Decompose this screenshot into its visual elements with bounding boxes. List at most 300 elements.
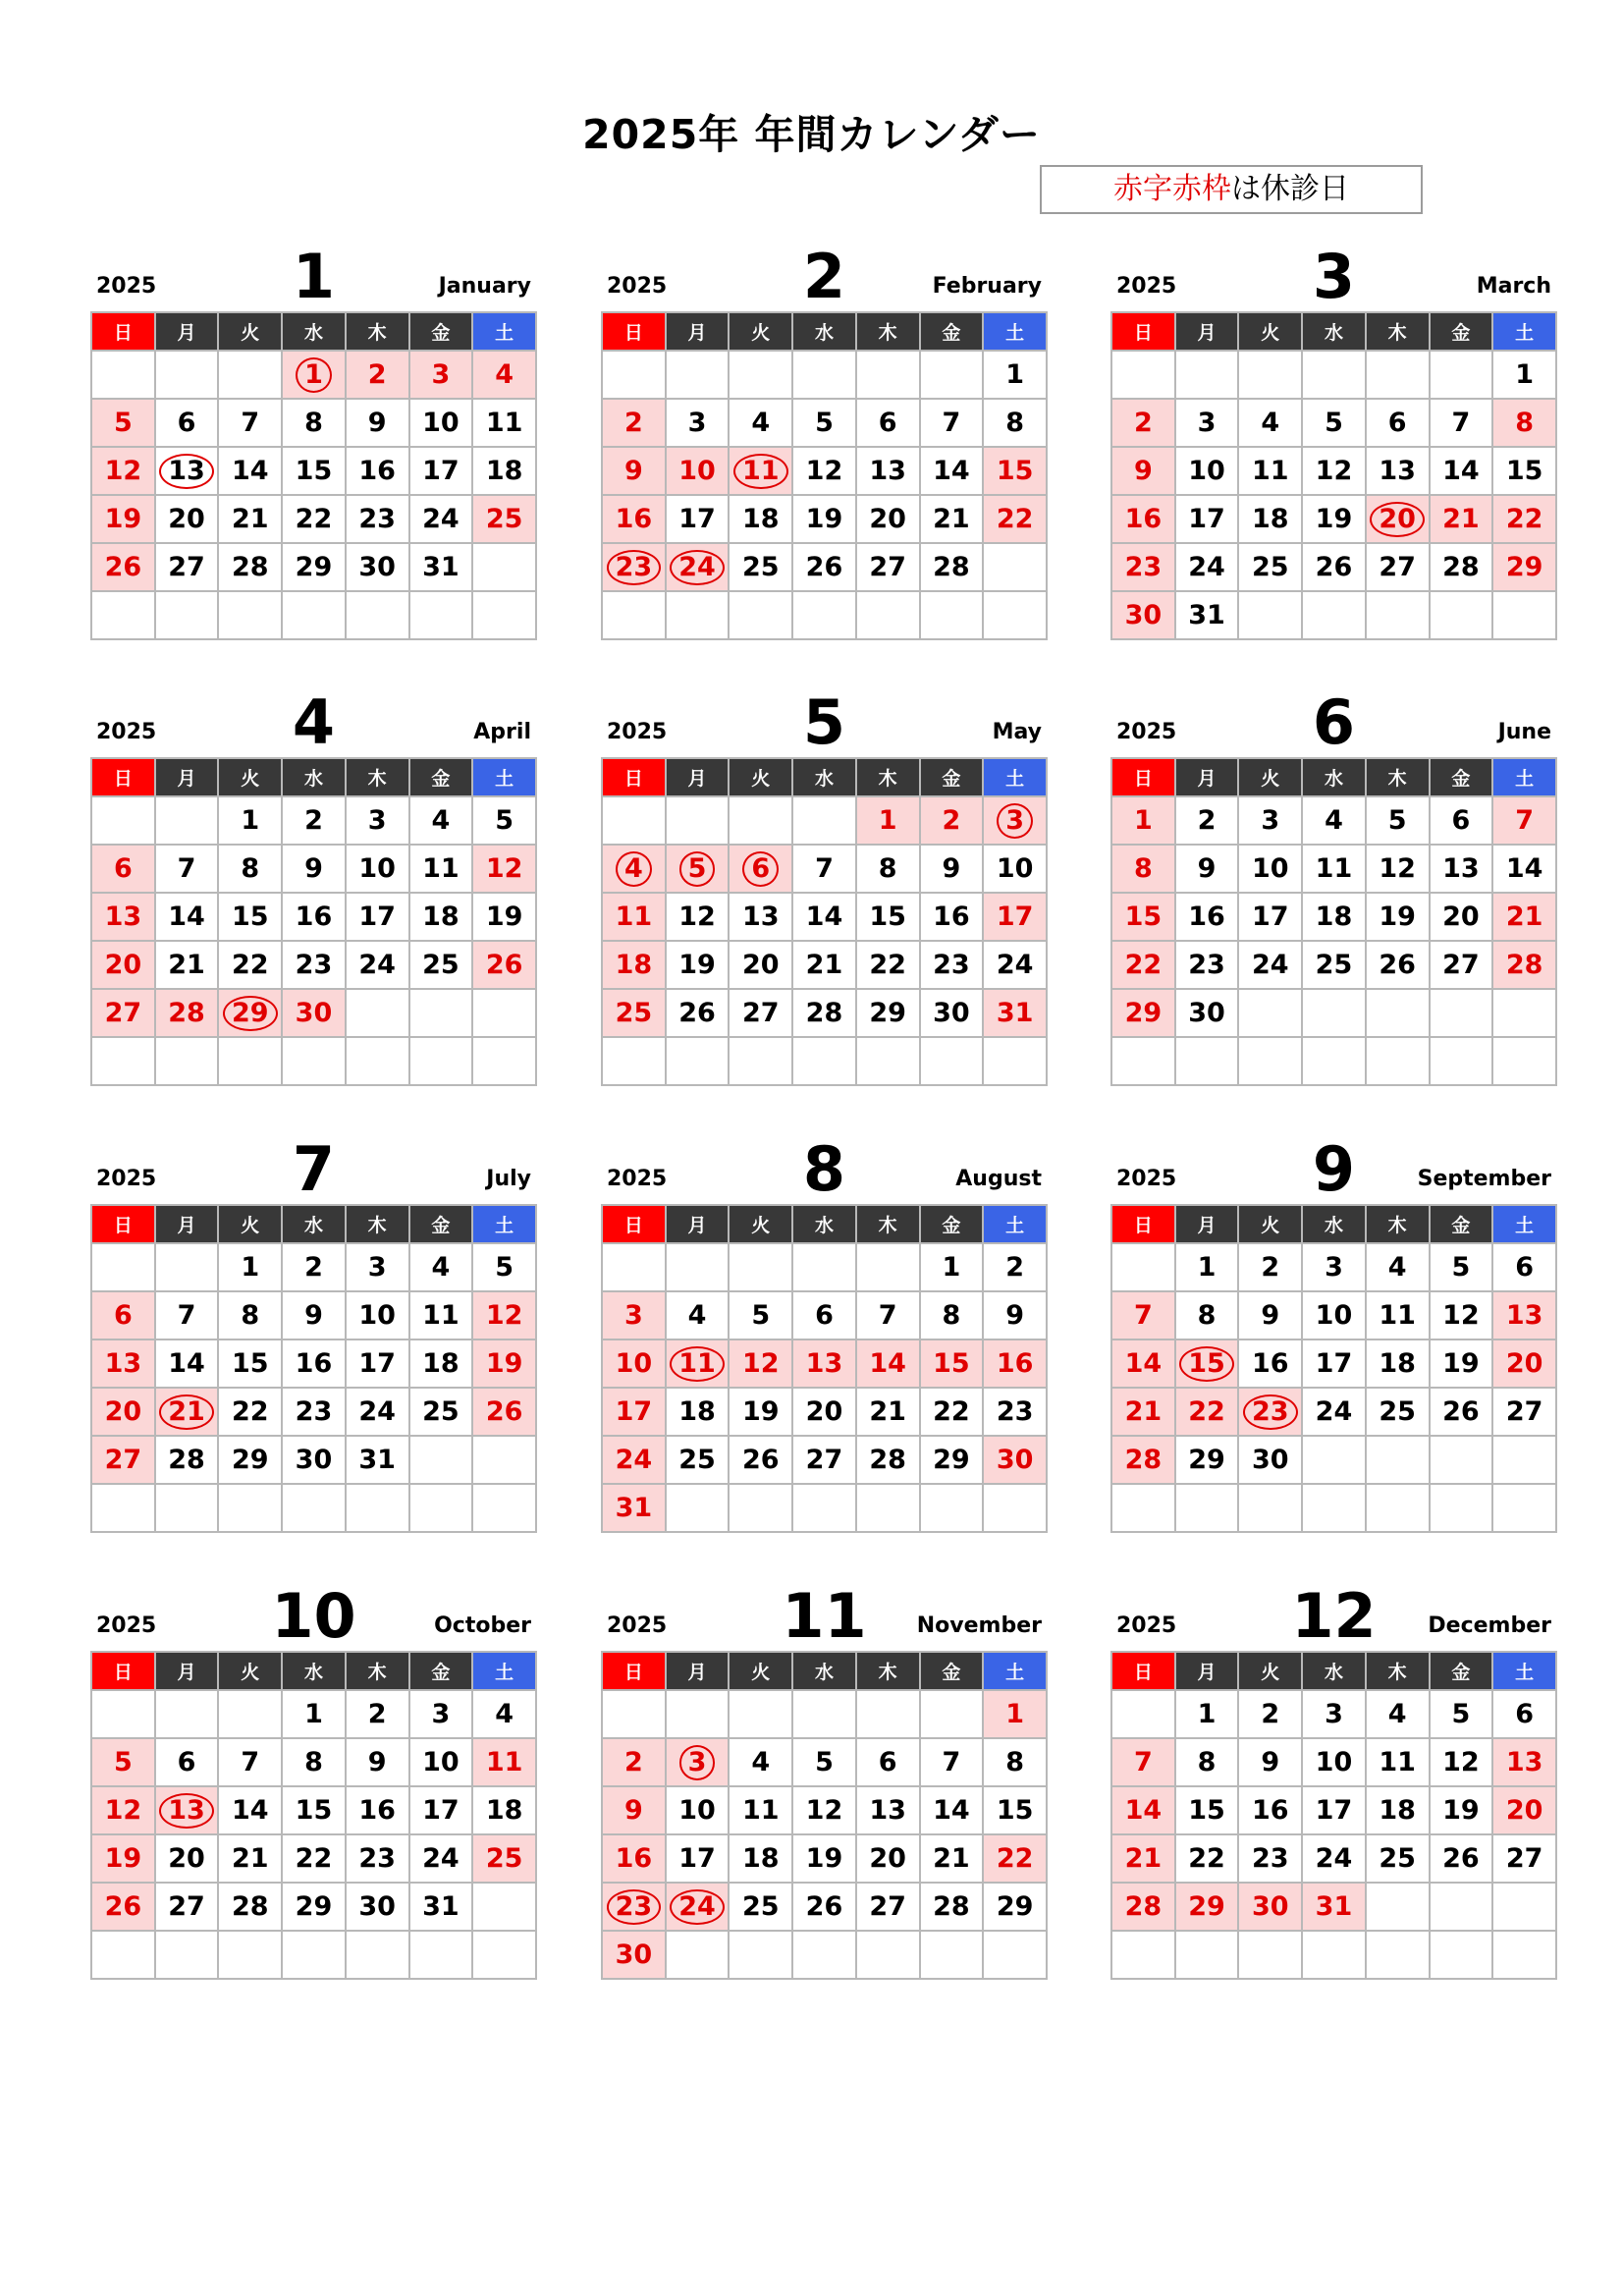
empty-cell <box>856 1484 920 1532</box>
day-cell: 5 <box>792 1738 856 1786</box>
empty-cell <box>155 1690 219 1738</box>
month-name: January <box>438 274 531 299</box>
week-row <box>602 1243 1047 1291</box>
month-june <box>1110 664 1557 1086</box>
weekday-header-row <box>91 312 536 351</box>
weekday-header: 木 <box>1366 1205 1430 1243</box>
week-row <box>602 941 1047 989</box>
calendar-table <box>1110 1651 1557 1980</box>
empty-cell <box>1430 1436 1493 1484</box>
empty-cell <box>1492 989 1556 1037</box>
day-cell: 12 <box>792 447 856 495</box>
empty-cell <box>1175 351 1239 399</box>
month-number: 2 <box>802 241 846 312</box>
day-cell: 8 <box>1111 845 1175 893</box>
day-cell: 18 <box>666 1388 730 1436</box>
empty-cell <box>1430 1883 1493 1931</box>
weekday-header: 月 <box>155 312 219 351</box>
week-row <box>602 591 1047 639</box>
empty-cell <box>1111 1037 1175 1085</box>
day-cell: 28 <box>218 543 282 591</box>
circled-day: 3 <box>679 1745 716 1780</box>
day-cell: 1 <box>218 1243 282 1291</box>
week-row <box>1111 845 1556 893</box>
weekday-header: 火 <box>729 758 792 796</box>
day-cell: 25 <box>409 1388 473 1436</box>
page-title: 2025年 年間カレンダー <box>582 111 1041 158</box>
weekday-header: 土 <box>983 312 1047 351</box>
day-cell: 8 <box>920 1291 984 1339</box>
day-cell: 16 <box>282 893 346 941</box>
day-cell: 28 <box>856 1436 920 1484</box>
month-year: 2025 <box>607 720 668 744</box>
day-cell: 13 <box>1430 845 1493 893</box>
empty-cell <box>91 1243 155 1291</box>
week-row <box>1111 989 1556 1037</box>
day-cell: 10 <box>602 1339 666 1388</box>
week-row <box>91 796 536 845</box>
empty-cell <box>792 591 856 639</box>
week-row <box>1111 1738 1556 1786</box>
day-cell: 20 <box>1430 893 1493 941</box>
weekday-header: 日 <box>602 1205 666 1243</box>
day-cell: 29 <box>1175 1883 1239 1931</box>
day-cell: 19 <box>91 1834 155 1883</box>
day-cell: 22 <box>920 1388 984 1436</box>
day-cell: 23 <box>282 1388 346 1436</box>
day-cell: 10 <box>1238 845 1302 893</box>
day-cell: 8 <box>1492 399 1556 447</box>
empty-cell <box>1302 1436 1366 1484</box>
day-cell: 10 <box>666 1786 730 1834</box>
day-cell: 18 <box>729 495 792 543</box>
weekday-header: 木 <box>1366 758 1430 796</box>
weekday-header: 水 <box>792 312 856 351</box>
day-cell: 18 <box>1366 1786 1430 1834</box>
empty-cell <box>792 1931 856 1979</box>
weekday-header: 水 <box>282 1205 346 1243</box>
empty-cell <box>666 1931 730 1979</box>
week-row <box>602 845 1047 893</box>
week-row <box>1111 1484 1556 1532</box>
day-cell: 16 <box>1238 1786 1302 1834</box>
day-cell: 28 <box>1492 941 1556 989</box>
day-cell: 16 <box>602 495 666 543</box>
empty-cell <box>1430 1931 1493 1979</box>
empty-cell <box>218 1690 282 1738</box>
weekday-header-row <box>91 1205 536 1243</box>
day-cell: 18 <box>1302 893 1366 941</box>
day-cell: 7 <box>920 399 984 447</box>
month-december <box>1110 1558 1557 1980</box>
day-cell: 16 <box>346 447 409 495</box>
day-cell: 27 <box>856 543 920 591</box>
day-cell: 4 <box>472 1690 536 1738</box>
day-cell: 15 <box>1175 1786 1239 1834</box>
week-row <box>1111 399 1556 447</box>
day-cell: 11 <box>729 1786 792 1834</box>
day-cell: 21 <box>218 1834 282 1883</box>
empty-cell <box>1175 1484 1239 1532</box>
day-cell: 7 <box>1111 1738 1175 1786</box>
day-cell: 14 <box>155 893 219 941</box>
day-cell: 14 <box>856 1339 920 1388</box>
day-cell: 15 <box>920 1339 984 1388</box>
empty-cell <box>1430 1484 1493 1532</box>
empty-cell <box>1175 1037 1239 1085</box>
empty-cell <box>1302 989 1366 1037</box>
day-cell <box>666 1883 730 1931</box>
day-cell: 24 <box>602 1436 666 1484</box>
empty-cell <box>983 543 1047 591</box>
empty-cell <box>472 989 536 1037</box>
month-number: 9 <box>1312 1133 1356 1205</box>
weekday-header-row <box>1111 1205 1556 1243</box>
empty-cell <box>666 796 730 845</box>
day-cell: 1 <box>920 1243 984 1291</box>
day-cell: 30 <box>1238 1883 1302 1931</box>
day-cell: 5 <box>91 399 155 447</box>
empty-cell <box>409 1484 473 1532</box>
empty-cell <box>920 351 984 399</box>
day-cell: 4 <box>1366 1690 1430 1738</box>
day-cell <box>218 989 282 1037</box>
day-cell: 4 <box>729 1738 792 1786</box>
weekday-header: 金 <box>920 1652 984 1690</box>
day-cell: 8 <box>856 845 920 893</box>
day-cell: 15 <box>282 447 346 495</box>
day-cell: 21 <box>218 495 282 543</box>
month-year: 2025 <box>1116 274 1177 299</box>
day-cell: 8 <box>983 1738 1047 1786</box>
month-name: September <box>1417 1167 1551 1191</box>
week-row <box>91 1291 536 1339</box>
day-cell: 31 <box>409 543 473 591</box>
empty-cell <box>155 1484 219 1532</box>
day-cell: 19 <box>792 1834 856 1883</box>
day-cell: 10 <box>346 1291 409 1339</box>
month-july <box>90 1111 537 1533</box>
empty-cell <box>1366 1037 1430 1085</box>
weekday-header: 木 <box>856 312 920 351</box>
day-cell: 7 <box>155 1291 219 1339</box>
weekday-header: 日 <box>602 1652 666 1690</box>
month-number: 5 <box>802 686 846 758</box>
week-row <box>91 1883 536 1931</box>
weekday-header: 木 <box>346 1652 409 1690</box>
day-cell: 5 <box>792 399 856 447</box>
weekday-header-row <box>1111 758 1556 796</box>
day-cell: 12 <box>1430 1738 1493 1786</box>
weekday-header: 土 <box>1492 758 1556 796</box>
day-cell: 25 <box>472 495 536 543</box>
day-cell: 14 <box>218 447 282 495</box>
day-cell: 4 <box>1302 796 1366 845</box>
day-cell: 1 <box>1175 1690 1239 1738</box>
circled-day: 29 <box>223 996 278 1031</box>
day-cell: 16 <box>983 1339 1047 1388</box>
empty-cell <box>1238 989 1302 1037</box>
weekday-header: 木 <box>346 1205 409 1243</box>
day-cell: 29 <box>1175 1436 1239 1484</box>
day-cell: 22 <box>218 941 282 989</box>
month-year: 2025 <box>96 720 157 744</box>
week-row <box>1111 1037 1556 1085</box>
day-cell: 6 <box>155 1738 219 1786</box>
day-cell: 16 <box>282 1339 346 1388</box>
day-cell: 15 <box>1492 447 1556 495</box>
day-cell: 23 <box>1238 1834 1302 1883</box>
week-row <box>1111 1339 1556 1388</box>
weekday-header: 日 <box>1111 1652 1175 1690</box>
circled-day: 11 <box>733 454 788 489</box>
day-cell: 25 <box>729 1883 792 1931</box>
empty-cell <box>1238 1037 1302 1085</box>
week-row <box>91 845 536 893</box>
week-row <box>1111 1243 1556 1291</box>
day-cell: 29 <box>1492 543 1556 591</box>
month-april <box>90 664 537 1086</box>
day-cell: 27 <box>1492 1834 1556 1883</box>
day-cell: 6 <box>91 1291 155 1339</box>
empty-cell <box>729 1690 792 1738</box>
day-cell: 10 <box>1175 447 1239 495</box>
circled-day: 15 <box>1179 1346 1234 1382</box>
day-cell: 17 <box>409 1786 473 1834</box>
weekday-header: 水 <box>282 1652 346 1690</box>
day-cell: 27 <box>155 1883 219 1931</box>
day-cell: 29 <box>920 1436 984 1484</box>
weekday-header: 木 <box>856 758 920 796</box>
day-cell: 17 <box>346 893 409 941</box>
day-cell: 28 <box>1111 1883 1175 1931</box>
month-number: 8 <box>802 1133 846 1205</box>
day-cell: 29 <box>282 1883 346 1931</box>
empty-cell <box>91 351 155 399</box>
empty-cell <box>1366 1484 1430 1532</box>
empty-cell <box>983 1484 1047 1532</box>
day-cell: 19 <box>91 495 155 543</box>
month-year: 2025 <box>607 1167 668 1191</box>
week-row <box>1111 893 1556 941</box>
day-cell: 22 <box>983 1834 1047 1883</box>
day-cell: 3 <box>1175 399 1239 447</box>
day-cell: 15 <box>983 1786 1047 1834</box>
day-cell: 6 <box>155 399 219 447</box>
day-cell: 5 <box>729 1291 792 1339</box>
day-cell: 11 <box>409 1291 473 1339</box>
month-header <box>1110 1558 1557 1651</box>
day-cell: 21 <box>920 495 984 543</box>
calendar-table <box>601 311 1048 640</box>
day-cell: 22 <box>218 1388 282 1436</box>
day-cell: 2 <box>1238 1243 1302 1291</box>
empty-cell <box>1366 1883 1430 1931</box>
circled-day: 6 <box>742 851 779 887</box>
day-cell: 19 <box>792 495 856 543</box>
month-year: 2025 <box>607 274 668 299</box>
month-number: 10 <box>271 1580 356 1652</box>
day-cell: 9 <box>1111 447 1175 495</box>
week-row <box>602 1484 1047 1532</box>
empty-cell <box>983 591 1047 639</box>
day-cell: 18 <box>409 893 473 941</box>
day-cell: 6 <box>1492 1243 1556 1291</box>
weekday-header: 金 <box>409 312 473 351</box>
empty-cell <box>282 1484 346 1532</box>
empty-cell <box>91 796 155 845</box>
empty-cell <box>666 591 730 639</box>
day-cell: 24 <box>983 941 1047 989</box>
week-row <box>91 351 536 399</box>
empty-cell <box>1492 1037 1556 1085</box>
weekday-header: 金 <box>409 1205 473 1243</box>
day-cell: 21 <box>856 1388 920 1436</box>
day-cell: 14 <box>1111 1786 1175 1834</box>
day-cell: 30 <box>983 1436 1047 1484</box>
day-cell: 9 <box>282 845 346 893</box>
day-cell: 25 <box>1366 1834 1430 1883</box>
day-cell: 17 <box>1175 495 1239 543</box>
weekday-header: 日 <box>602 312 666 351</box>
day-cell: 10 <box>346 845 409 893</box>
month-september <box>1110 1111 1557 1533</box>
day-cell: 18 <box>1366 1339 1430 1388</box>
day-cell: 9 <box>1238 1291 1302 1339</box>
day-cell: 27 <box>1430 941 1493 989</box>
empty-cell <box>1492 1883 1556 1931</box>
day-cell <box>602 1883 666 1931</box>
week-row <box>602 1339 1047 1388</box>
calendar-table <box>90 1204 537 1533</box>
day-cell: 29 <box>218 1436 282 1484</box>
empty-cell <box>602 1243 666 1291</box>
day-cell: 31 <box>983 989 1047 1037</box>
day-cell: 14 <box>920 1786 984 1834</box>
month-header <box>1110 218 1557 311</box>
day-cell: 30 <box>920 989 984 1037</box>
weekday-header: 日 <box>602 758 666 796</box>
day-cell <box>1366 495 1430 543</box>
weekday-header: 月 <box>1175 758 1239 796</box>
day-cell: 4 <box>472 351 536 399</box>
day-cell: 10 <box>409 1738 473 1786</box>
circled-day: 13 <box>159 1793 214 1829</box>
day-cell: 9 <box>346 399 409 447</box>
day-cell: 13 <box>856 447 920 495</box>
week-row <box>91 1738 536 1786</box>
empty-cell <box>409 1436 473 1484</box>
week-row <box>91 447 536 495</box>
day-cell: 21 <box>1111 1388 1175 1436</box>
weekday-header: 土 <box>472 1652 536 1690</box>
empty-cell <box>1366 591 1430 639</box>
week-row <box>602 1291 1047 1339</box>
empty-cell <box>218 1931 282 1979</box>
empty-cell <box>1238 351 1302 399</box>
weekday-header: 土 <box>983 1205 1047 1243</box>
day-cell: 21 <box>1492 893 1556 941</box>
day-cell: 28 <box>792 989 856 1037</box>
day-cell: 15 <box>218 893 282 941</box>
day-cell: 3 <box>666 399 730 447</box>
week-row <box>91 399 536 447</box>
empty-cell <box>856 1931 920 1979</box>
day-cell: 17 <box>666 1834 730 1883</box>
day-cell: 2 <box>1175 796 1239 845</box>
day-cell: 2 <box>282 1243 346 1291</box>
empty-cell <box>729 351 792 399</box>
empty-cell <box>91 1484 155 1532</box>
empty-cell <box>155 796 219 845</box>
month-january <box>90 218 537 640</box>
day-cell: 10 <box>409 399 473 447</box>
month-year: 2025 <box>607 1613 668 1638</box>
week-row <box>1111 1388 1556 1436</box>
empty-cell <box>602 1690 666 1738</box>
weekday-header: 火 <box>729 1652 792 1690</box>
empty-cell <box>1430 989 1493 1037</box>
weekday-header: 金 <box>1430 1652 1493 1690</box>
empty-cell <box>920 591 984 639</box>
day-cell: 30 <box>1175 989 1239 1037</box>
day-cell: 28 <box>155 1436 219 1484</box>
weekday-header: 日 <box>1111 1205 1175 1243</box>
circled-day: 1 <box>296 357 332 393</box>
week-row <box>1111 796 1556 845</box>
day-cell: 6 <box>1492 1690 1556 1738</box>
day-cell: 16 <box>1238 1339 1302 1388</box>
empty-cell <box>666 351 730 399</box>
day-cell: 14 <box>1111 1339 1175 1388</box>
day-cell: 13 <box>91 893 155 941</box>
empty-cell <box>920 1931 984 1979</box>
day-cell: 1 <box>1492 351 1556 399</box>
day-cell: 13 <box>91 1339 155 1388</box>
empty-cell <box>729 1037 792 1085</box>
day-cell <box>1175 1339 1239 1388</box>
day-cell: 2 <box>920 796 984 845</box>
week-row <box>1111 543 1556 591</box>
weekday-header: 木 <box>346 758 409 796</box>
month-year: 2025 <box>96 1167 157 1191</box>
day-cell: 30 <box>602 1931 666 1979</box>
day-cell <box>155 1786 219 1834</box>
day-cell: 17 <box>666 495 730 543</box>
day-cell: 9 <box>602 447 666 495</box>
day-cell: 9 <box>983 1291 1047 1339</box>
day-cell: 26 <box>472 1388 536 1436</box>
day-cell: 19 <box>1366 893 1430 941</box>
calendar-table <box>1110 311 1557 640</box>
day-cell <box>1238 1388 1302 1436</box>
day-cell: 26 <box>91 543 155 591</box>
day-cell: 19 <box>1302 495 1366 543</box>
weekday-header: 火 <box>218 1652 282 1690</box>
weekday-header: 土 <box>472 1205 536 1243</box>
weekday-header-row <box>91 1652 536 1690</box>
weekday-header: 土 <box>1492 1652 1556 1690</box>
circled-day: 23 <box>607 1889 662 1925</box>
empty-cell <box>729 1484 792 1532</box>
empty-cell <box>1111 351 1175 399</box>
month-name: May <box>992 720 1042 744</box>
day-cell: 2 <box>602 399 666 447</box>
day-cell: 22 <box>1175 1388 1239 1436</box>
empty-cell <box>91 591 155 639</box>
weekday-header: 火 <box>1238 1652 1302 1690</box>
day-cell: 12 <box>91 447 155 495</box>
